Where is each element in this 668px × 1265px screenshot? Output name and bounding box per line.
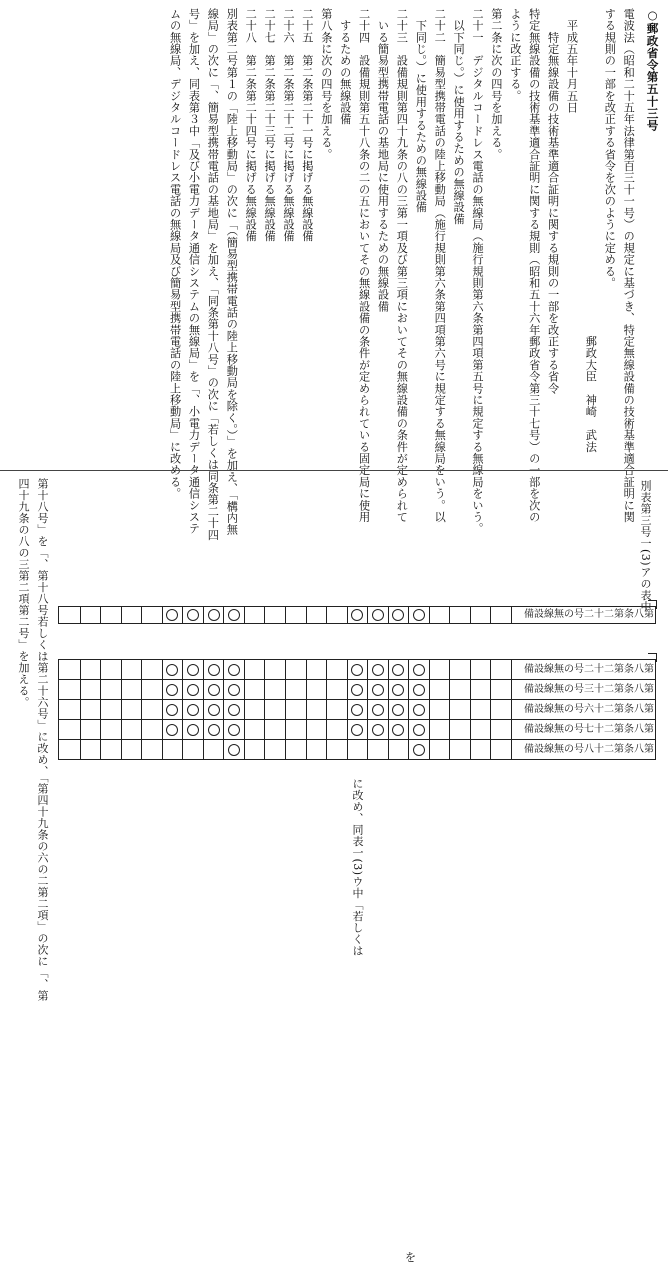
circle-mark-icon (166, 704, 178, 716)
body-line: 二十七 第二条第二十三号に掲げる無線設備 (263, 8, 277, 242)
table-cell (182, 720, 203, 739)
body-line: するための無線設備 (338, 8, 352, 125)
table-cell (490, 720, 511, 739)
table-cell (264, 680, 285, 699)
table-cell (182, 740, 203, 759)
table-cell (306, 720, 327, 739)
table-cell (244, 680, 265, 699)
table-cell (223, 700, 244, 719)
body-line: 下同じ。）に使用するための無線設備 (414, 8, 428, 213)
table-cell (490, 740, 511, 759)
body-line: 線局」の次に「、簡易型携帯電話の基地局」を加え、「同条第十八号」の次に「若しくは同条第二十四 (206, 8, 220, 541)
row-label: 第八条第二十七号の無線設備 (524, 723, 654, 735)
table-cell (223, 607, 244, 623)
circle-mark-icon (413, 684, 425, 696)
amendment-intro: 別表第三号一(3)アの表中 (639, 480, 652, 613)
circle-mark-icon (166, 724, 178, 736)
table-cell (367, 607, 388, 623)
row-label: 第八条第二十二号の無線設備 (524, 609, 654, 620)
table-cell (264, 700, 285, 719)
table-cell (141, 700, 162, 719)
table-cell (429, 740, 450, 759)
circle-mark-icon (187, 684, 199, 696)
table-cell (141, 607, 162, 623)
table-cell (429, 660, 450, 679)
replacement-joiner: を (405, 1251, 416, 1264)
table-cell (347, 680, 368, 699)
table-cell (490, 607, 511, 623)
body-line: 二十四 設備規則第五十八条の二の五においてその無線設備の条件が定められている固定局に使用 (357, 8, 371, 523)
table-old-row-item (58, 606, 656, 624)
table-cell (449, 660, 470, 679)
table-cell (449, 680, 470, 699)
table-cell (326, 720, 347, 739)
table-cell (80, 740, 101, 759)
circle-mark-icon (392, 664, 404, 676)
table-cell (203, 660, 224, 679)
circle-mark-icon (392, 609, 404, 621)
table-cell (244, 720, 265, 739)
circle-mark-icon (351, 704, 363, 716)
amendment-line-2: 四十九条の八の三第二項第二号」を加える。 (17, 478, 30, 708)
table-new-row (58, 659, 656, 680)
table-cell (80, 720, 101, 739)
table-cell (347, 607, 368, 623)
table-cell (80, 607, 101, 623)
table-cell (408, 607, 429, 623)
body-line: 号」を加え、同表第３中「及び小電力データ通信システムの無線局」を「、小電力データ通信システ (187, 8, 201, 535)
table-cell (408, 720, 429, 739)
table-cell (449, 720, 470, 739)
table-cell (80, 660, 101, 679)
table-cell (470, 607, 491, 623)
table-cell (223, 680, 244, 699)
row-label-cell (511, 680, 657, 699)
table-cell (59, 607, 80, 623)
table-cell (388, 700, 409, 719)
circle-mark-icon (228, 724, 240, 736)
table-cell (470, 700, 491, 719)
table-cell (80, 680, 101, 699)
table-cell (490, 680, 511, 699)
table-cell (367, 740, 388, 759)
body-line: 特定無線設備の技術基準適合証明に関する規則の一部を改正する省令 (546, 8, 560, 395)
table-cell (388, 660, 409, 679)
table-cell (490, 700, 511, 719)
table-cell (326, 660, 347, 679)
circle-mark-icon (372, 684, 384, 696)
circle-mark-icon (228, 744, 240, 756)
table-cell (162, 700, 183, 719)
table-cell (429, 720, 450, 739)
table-cell (347, 660, 368, 679)
table-cell (100, 700, 121, 719)
table-cell (203, 680, 224, 699)
circle-mark-icon (413, 744, 425, 756)
table-cell (223, 660, 244, 679)
circle-mark-icon (351, 684, 363, 696)
table-cell (264, 740, 285, 759)
circle-mark-icon (351, 609, 363, 621)
circle-mark-icon (208, 609, 220, 621)
row-label: 第八条第二十六号の無線設備 (524, 703, 654, 715)
table-cell (121, 700, 142, 719)
table-cell (162, 680, 183, 699)
table-cell (347, 740, 368, 759)
row-label-cell (511, 740, 657, 759)
row-label-cell (511, 607, 657, 623)
table-cell (408, 660, 429, 679)
table-new-row (58, 699, 656, 720)
table-cell (121, 740, 142, 759)
table-cell (367, 720, 388, 739)
circle-mark-icon (351, 664, 363, 676)
table-cell (121, 680, 142, 699)
table-cell (182, 607, 203, 623)
table-cell (141, 680, 162, 699)
body-line: 二十六 第二条第二十二号に掲げる無線設備 (282, 8, 295, 242)
table-cell (121, 660, 142, 679)
table-cell (306, 740, 327, 759)
table-cell (162, 607, 183, 623)
body-line: する規則の一部を改正する省令を次のように定める。 (603, 8, 617, 289)
body-line: いる簡易型携帯電話の基地局に使用するための無線設備 (376, 8, 390, 313)
table-cell (264, 607, 285, 623)
circle-mark-icon (413, 704, 425, 716)
table-cell (59, 720, 80, 739)
table-cell (285, 740, 306, 759)
table-cell (223, 720, 244, 739)
table-cell (449, 607, 470, 623)
circle-mark-icon (208, 684, 220, 696)
section-divider (0, 470, 668, 471)
body-line: 電波法（昭和二十五年法律第百三十一号）の規定に基づき、特定無線設備の技術基準適合証明に関 (622, 8, 636, 523)
table-cell (470, 680, 491, 699)
circle-mark-icon (372, 664, 384, 676)
table-cell (59, 660, 80, 679)
body-line: 二十五 第二条第二十一号に掲げる無線設備 (300, 8, 314, 242)
table-cell (162, 720, 183, 739)
circle-mark-icon (372, 609, 384, 621)
table-cell (264, 660, 285, 679)
table-cell (429, 607, 450, 623)
table-cell (141, 720, 162, 739)
circle-mark-icon (392, 684, 404, 696)
table-cell (326, 740, 347, 759)
table-cell (285, 607, 306, 623)
circle-mark-icon (208, 664, 220, 676)
table-cell (408, 680, 429, 699)
table-new-row (58, 739, 656, 760)
table-cell (264, 720, 285, 739)
table-cell (388, 680, 409, 699)
table-cell (306, 700, 327, 719)
table-cell (59, 680, 80, 699)
table-cell (59, 700, 80, 719)
table-cell (100, 720, 121, 739)
body-line: ムの無線局、デジタルコードレス電話の無線局及び簡易型携帯電話の陸上移動局」に改める。 (168, 8, 182, 500)
circle-mark-icon (228, 609, 240, 621)
table-cell (182, 660, 203, 679)
table-cell (203, 740, 224, 759)
table-cell (388, 740, 409, 759)
circle-mark-icon (372, 724, 384, 736)
circle-mark-icon (228, 684, 240, 696)
bracket-mark (648, 600, 657, 609)
table-cell (326, 680, 347, 699)
row-label-cell (511, 660, 657, 679)
table-cell (141, 740, 162, 759)
table-new-row (58, 679, 656, 700)
table-cell (162, 660, 183, 679)
table-cell (429, 700, 450, 719)
row-label-cell (511, 700, 657, 719)
table-cell (182, 700, 203, 719)
body-line: 平成五年十月五日 (565, 8, 579, 114)
table-cell (306, 680, 327, 699)
table-cell (285, 720, 306, 739)
table-cell (223, 740, 244, 759)
table-cell (203, 607, 224, 623)
circle-mark-icon (351, 724, 363, 736)
amendment-line-1: 第十八号」を「、第十八号若しくは第二十六号」に改め、「第四十九条の六の二第二項」の次に「、第 (36, 478, 49, 1002)
table-cell (244, 660, 265, 679)
table-cell (244, 700, 265, 719)
body-line: 第八条に次の四号を加える。 (319, 8, 333, 161)
circle-mark-icon (413, 724, 425, 736)
table-cell (347, 700, 368, 719)
table-cell (203, 720, 224, 739)
ordinance-title: ○郵政省令第五十三号 (645, 8, 660, 132)
body-line: 二十八 第二条第二十四号に掲げる無線設備 (244, 8, 258, 242)
table-cell (244, 607, 265, 623)
table-cell (121, 607, 142, 623)
table-cell (100, 680, 121, 699)
table-cell (285, 700, 306, 719)
circle-mark-icon (166, 664, 178, 676)
row-label: 第八条第二十二号の無線設備 (524, 663, 654, 675)
table-cell (285, 680, 306, 699)
amendment-closing: に改め、同表一(3)ウ中「若しくは (351, 778, 364, 957)
body-line: 郵政大臣 神崎 武法 (584, 8, 598, 453)
circle-mark-icon (413, 609, 425, 621)
body-line: 第二条に次の四号を加える。 (489, 8, 503, 161)
circle-mark-icon (166, 609, 178, 621)
table-cell (470, 660, 491, 679)
body-line: 特定無線設備の技術基準適合証明に関する規則（昭和五十六年郵政省令第三十七号）の一部を次の (527, 8, 541, 523)
table-cell (326, 700, 347, 719)
circle-mark-icon (187, 724, 199, 736)
body-line: 二十一 デジタルコードレス電話の無線局（施行規則第六条第四項第五号に規定する無線局をいう。 (471, 8, 484, 535)
table-cell (388, 720, 409, 739)
table-cell (80, 700, 101, 719)
table-cell (367, 660, 388, 679)
table-cell (408, 700, 429, 719)
table-cell (429, 680, 450, 699)
table-cell (162, 740, 183, 759)
table-cell (449, 700, 470, 719)
table-cell (470, 740, 491, 759)
table-cell (367, 700, 388, 719)
circle-mark-icon (228, 664, 240, 676)
table-cell (306, 607, 327, 623)
circle-mark-icon (208, 704, 220, 716)
body-line: ように改正する。 (508, 8, 522, 102)
row-label: 第八条第二十八号の無線設備 (524, 743, 654, 755)
circle-mark-icon (392, 704, 404, 716)
circle-mark-icon (187, 704, 199, 716)
table-cell (388, 607, 409, 623)
table-cell (182, 680, 203, 699)
table-cell (203, 700, 224, 719)
table-cell (367, 680, 388, 699)
table-cell (449, 740, 470, 759)
table-cell (244, 740, 265, 759)
table-cell (347, 720, 368, 739)
table-cell (326, 607, 347, 623)
table-cell (100, 660, 121, 679)
body-line: 二十三 設備規則第四十九条の八の三第一項及び第三項においてその無線設備の条件が定められて (395, 8, 409, 523)
table-cell (408, 740, 429, 759)
bracket-mark (648, 653, 657, 662)
table-cell (490, 660, 511, 679)
row-label: 第八条第二十三号の無線設備 (524, 683, 654, 695)
table-cell (100, 607, 121, 623)
circle-mark-icon (208, 724, 220, 736)
body-line: 別表第二号第１の「陸上移動局」の次に「（簡易型携帯電話の陸上移動局を除く。）」を加え、「構内無 (225, 8, 239, 536)
table-new-row (58, 719, 656, 740)
circle-mark-icon (392, 724, 404, 736)
table-cell (141, 660, 162, 679)
body-line: 以下同じ。）に使用するための無線設備 (452, 8, 466, 225)
table-cell (59, 740, 80, 759)
row-label-cell (511, 720, 657, 739)
circle-mark-icon (228, 704, 240, 716)
circle-mark-icon (413, 664, 425, 676)
table-cell (470, 720, 491, 739)
circle-mark-icon (166, 684, 178, 696)
circle-mark-icon (372, 704, 384, 716)
table-cell (121, 720, 142, 739)
table-cell (306, 660, 327, 679)
table-cell (285, 660, 306, 679)
body-line: 二十二 簡易型携帯電話の陸上移動局（施行規則第六条第四項第六号に規定する無線局をいう。以 (433, 8, 447, 523)
circle-mark-icon (187, 664, 199, 676)
circle-mark-icon (187, 609, 199, 621)
table-cell (100, 740, 121, 759)
